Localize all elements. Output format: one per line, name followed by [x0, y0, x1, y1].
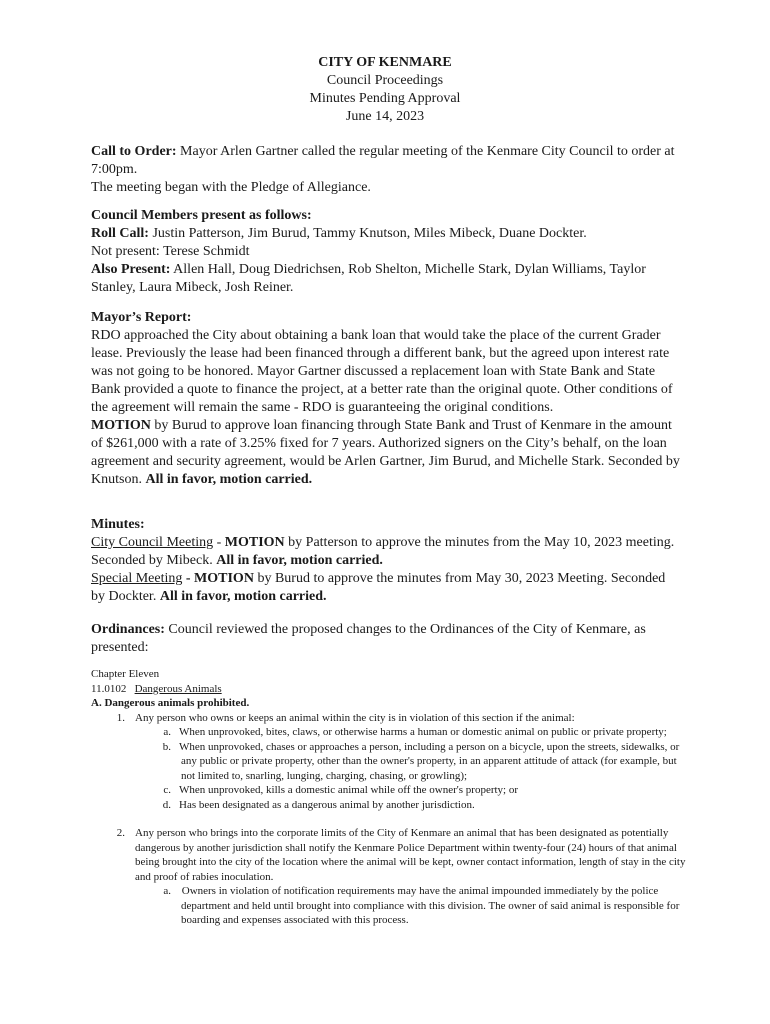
motion-label: MOTION — [91, 418, 151, 433]
also-present-label: Also Present: — [91, 262, 171, 277]
call-to-order-text: Mayor Arlen Gartner called the regular meeting of the Kenmare City Council to order at 7:00pm. — [91, 144, 675, 177]
call-to-order-paragraph — [91, 143, 681, 179]
motion-label: MOTION — [224, 535, 285, 550]
minutes-item-text: by Patterson to approve the minutes from the May 10, 2023 meeting. Seconded by Mibeck. — [91, 535, 675, 568]
dash: - — [213, 535, 225, 550]
roll-call-label: Roll Call: — [91, 226, 149, 241]
subitem-text: When unprovoked, chases or approaches a person, including a person on a bicycle, upon the streets, sidewalks, or any public or private property, other than the owner's property, in an apparent attitude of attack (for example, but not limited to, snarling, lunging, charging, chasing, or growling); — [179, 740, 680, 782]
minutes-item-council — [91, 534, 681, 570]
motion-result: All in favor, motion carried. — [216, 553, 383, 568]
ordinances-paragraph — [91, 621, 681, 657]
roll-call-paragraph — [91, 225, 681, 243]
section-title: Dangerous Animals — [134, 682, 222, 695]
roll-call-names: Justin Patterson, Jim Burud, Tammy Knutson, Miles Mibeck, Duane Dockter. — [148, 226, 587, 241]
ordinance-subitem — [91, 783, 691, 798]
mayor-report-heading: Mayor’s Report: — [91, 310, 192, 325]
subitem-text: When unprovoked, kills a domestic animal while off the owner's property; or — [179, 784, 519, 796]
ordinance-subitem — [91, 798, 691, 813]
motion-result: All in favor, motion carried. — [145, 472, 313, 487]
subitem-text: When unprovoked, bites, claws, or otherwise harms a human or domestic animal on public or private property; — [179, 726, 667, 738]
ordinance-subitem — [91, 725, 691, 740]
members-heading: Council Members present as follows: — [91, 208, 312, 223]
minutes-heading: Minutes: — [91, 517, 145, 532]
subitem-letter: c. — [163, 784, 171, 796]
subitem-text: Owners in violation of notification requirements may have the animal impounded immediately by the police department and held until brought into compliance with this division. The owner of said animal is responsible for boarding and expenses associated with this process. — [179, 885, 680, 926]
ordinance-item — [91, 826, 691, 884]
ordinances-label: Ordinances: — [91, 622, 165, 637]
item-number: 1. — [116, 711, 125, 724]
subitem-letter: a. — [163, 726, 171, 738]
ordinances-section — [91, 621, 681, 657]
minutes-status: Minutes Pending Approval — [309, 91, 461, 106]
section-number: 11.0102 — [91, 682, 127, 695]
meeting-date: June 14, 2023 — [345, 109, 425, 124]
item-text: Any person who owns or keeps an animal within the city is in violation of this section if the animal: — [135, 711, 575, 724]
minutes-item-special — [91, 570, 681, 606]
document-header — [0, 54, 770, 126]
call-to-order-label: Call to Order: — [91, 144, 177, 159]
subitem-text: Has been designated as a dangerous animal by another jurisdiction. — [179, 798, 475, 811]
ordinance-text-block — [91, 667, 691, 928]
ordinance-item-list — [91, 711, 691, 928]
subitem-letter: b. — [162, 740, 171, 753]
members-section — [91, 207, 681, 297]
pledge-text: The meeting began with the Pledge of Allegiance. — [91, 180, 371, 195]
chapter-title: Chapter Eleven — [91, 668, 160, 680]
city-title: CITY OF KENMARE — [318, 55, 452, 70]
ordinances-text: Council reviewed the proposed changes to the Ordinances of the City of Kenmare, as presented: — [91, 622, 646, 655]
proceedings-title: Council Proceedings — [326, 73, 444, 88]
minutes-item-text: by Burud to approve the minutes from May 30, 2023 Meeting. Seconded by Dockter. — [91, 571, 666, 604]
council-meeting-link: City Council Meeting — [91, 535, 214, 550]
motion-label: MOTION — [194, 571, 254, 586]
not-present-text: Not present: Terese Schmidt — [91, 244, 250, 259]
call-to-order-section — [91, 143, 681, 197]
subsection-title: A. Dangerous animals prohibited. — [91, 697, 250, 709]
also-present-paragraph — [91, 261, 681, 297]
dash: - — [182, 571, 195, 586]
subitem-letter: a. — [163, 885, 171, 897]
mayor-report-text: RDO approached the City about obtaining a bank loan that would take the place of the current Grader lease. Previously the lease had been financed through a different bank, but the agreed upon interest rate was not going to be honored. Mayor Gartner discussed a replacement loan with State Bank and State Bank provided a quote to finance the project, at a better rate than the original quote. Other conditions of the agreement will remain the same - RDO is guaranteeing the original conditions. — [91, 328, 673, 415]
special-meeting-link: Special Meeting — [91, 571, 183, 586]
minutes-section — [91, 516, 681, 606]
item-number: 2. — [116, 827, 125, 839]
item-text: Any person who brings into the corporate limits of the City of Kenmare an animal that has been designated as potentially dangerous by another jurisdiction shall notify the Kenmare Police Department within twenty-four (24) hours of that animal being brought into the city of the location where the animal will be kept, owner contact information, length of stay in the city and proof of rabies inoculation. — [135, 827, 686, 883]
subitem-letter: d. — [162, 798, 171, 811]
mayor-report-section — [91, 309, 681, 489]
ordinance-item — [91, 711, 691, 726]
also-present-names: Allen Hall, Doug Diedrichsen, Rob Shelton, Michelle Stark, Dylan Williams, Taylor Stanley, Laura Mibeck, Josh Reiner. — [91, 262, 646, 295]
mayor-motion-text: by Burud to approve loan financing through State Bank and Trust of Kenmare in the amount of $261,000 with a rate of 3.25% fixed for 7 years. Authorized signers on the City’s behalf, on the loan agreement and security agreement, would be Arlen Gartner, Jim Burud, and Michelle Stark. Seconded by Knutson. — [91, 418, 680, 487]
ordinance-subitem — [91, 884, 691, 928]
section-line — [91, 682, 691, 697]
motion-result: All in favor, motion carried. — [159, 589, 327, 604]
ordinance-subitem — [91, 740, 691, 784]
mayor-motion-paragraph — [91, 417, 681, 489]
